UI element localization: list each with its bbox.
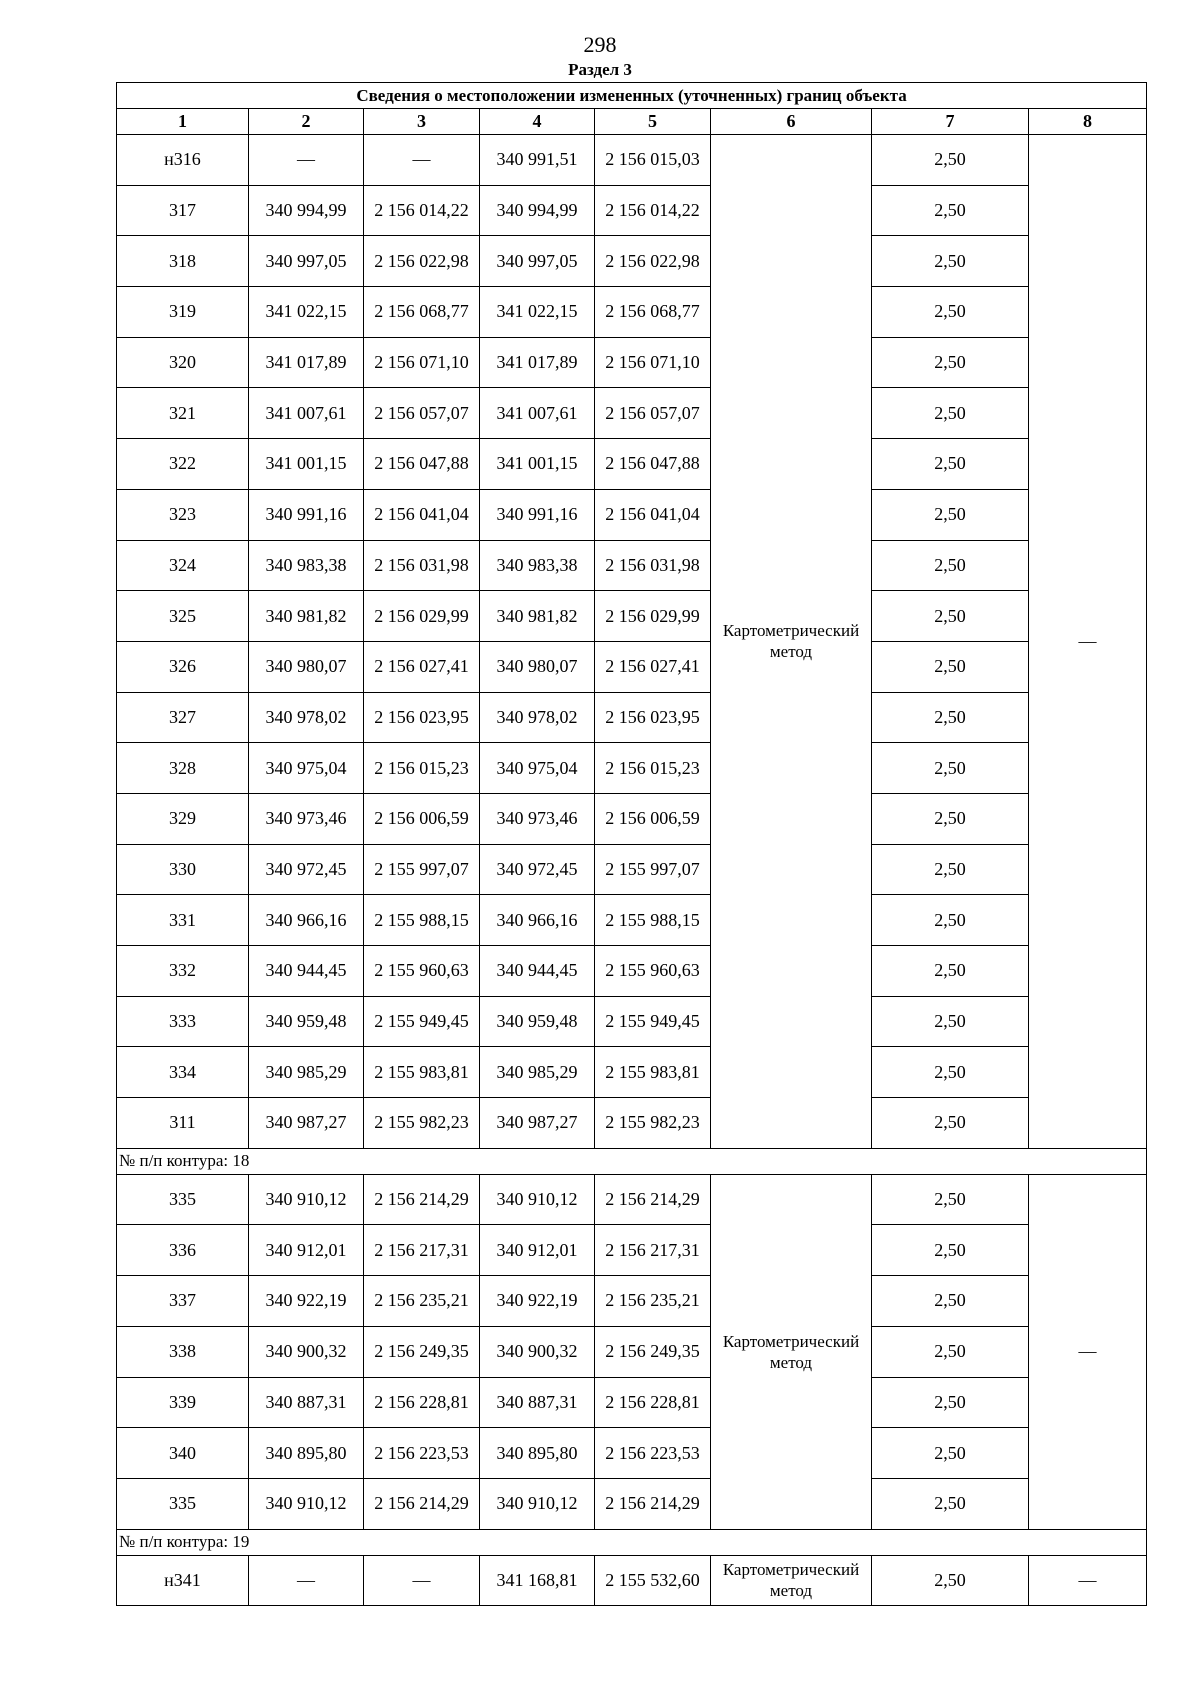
new-y-cell: 2 155 960,63 [595,946,711,997]
accuracy-cell: 2,50 [872,1428,1029,1479]
new-y-cell: 2 156 006,59 [595,793,711,844]
point-id-cell: 321 [117,388,249,439]
accuracy-cell: 2,50 [872,692,1029,743]
column-number: 8 [1029,109,1147,135]
accuracy-cell: 2,50 [872,489,1029,540]
new-y-cell: 2 156 031,98 [595,540,711,591]
point-id-cell: 340 [117,1428,249,1479]
contour-label [117,1529,1147,1555]
accuracy-cell: 2,50 [872,895,1029,946]
old-y-cell: 2 155 982,23 [364,1098,480,1149]
new-x-cell: 340 980,07 [480,641,595,692]
table-row [117,1174,1147,1225]
new-y-cell: 2 156 057,07 [595,388,711,439]
new-x-cell: 340 922,19 [480,1276,595,1327]
old-y-cell: 2 156 015,23 [364,743,480,794]
contour-label-prefix: № п/п контура: [119,1532,233,1552]
accuracy-cell: 2,50 [872,388,1029,439]
new-x-cell: 340 944,45 [480,946,595,997]
table-row [117,489,1147,540]
point-id-cell: 322 [117,439,249,490]
old-y-cell: 2 156 014,22 [364,185,480,236]
point-id-cell: 332 [117,946,249,997]
old-y-cell: — [364,135,480,186]
section-title: Раздел 3 [568,60,632,79]
point-id-cell: 317 [117,185,249,236]
new-x-cell: 340 991,51 [480,135,595,186]
new-x-cell: 340 985,29 [480,1047,595,1098]
new-y-cell: 2 156 249,35 [595,1326,711,1377]
old-x-cell: 340 910,12 [249,1174,364,1225]
table-body [117,83,1147,1606]
accuracy-cell: 2,50 [872,135,1029,186]
old-y-cell: 2 156 023,95 [364,692,480,743]
description-cell: — [1029,1174,1147,1529]
old-x-cell: 340 912,01 [249,1225,364,1276]
old-y-cell: 2 155 983,81 [364,1047,480,1098]
old-x-cell: 340 944,45 [249,946,364,997]
old-y-cell: 2 156 029,99 [364,591,480,642]
table-row [117,1225,1147,1276]
old-x-cell: 340 985,29 [249,1047,364,1098]
column-number: 5 [595,109,711,135]
accuracy-cell: 2,50 [872,793,1029,844]
accuracy-cell: 2,50 [872,236,1029,287]
new-x-cell: 340 910,12 [480,1174,595,1225]
point-id-cell: 323 [117,489,249,540]
method-cell: Картометрический метод [711,1555,872,1606]
point-id-cell: н341 [117,1555,249,1606]
table-row [117,540,1147,591]
point-id-cell: 335 [117,1478,249,1529]
accuracy-cell: 2,50 [872,946,1029,997]
new-x-cell: 341 017,89 [480,337,595,388]
table-row [117,1478,1147,1529]
accuracy-cell: 2,50 [872,185,1029,236]
boundary-table [116,82,1147,1606]
new-x-cell: 340 994,99 [480,185,595,236]
new-y-cell: 2 156 041,04 [595,489,711,540]
accuracy-cell: 2,50 [872,337,1029,388]
new-x-cell: 341 022,15 [480,287,595,338]
old-y-cell: 2 156 031,98 [364,540,480,591]
point-id-cell: 336 [117,1225,249,1276]
new-x-cell: 340 997,05 [480,236,595,287]
old-x-cell: 341 017,89 [249,337,364,388]
new-x-cell: 340 978,02 [480,692,595,743]
old-y-cell: — [364,1555,480,1606]
table-row [117,743,1147,794]
accuracy-cell: 2,50 [872,1225,1029,1276]
new-y-cell: 2 155 982,23 [595,1098,711,1149]
table-row [117,895,1147,946]
old-x-cell: 341 007,61 [249,388,364,439]
new-x-cell: 340 910,12 [480,1478,595,1529]
new-x-cell: 340 972,45 [480,844,595,895]
point-id-cell: 331 [117,895,249,946]
new-y-cell: 2 155 949,45 [595,996,711,1047]
contour-number: 18 [232,1151,250,1171]
table-title: Сведения о местоположении измененных (уточненных) границ объекта [117,83,1147,109]
page-number: 298 [583,32,617,57]
point-id-cell: 311 [117,1098,249,1149]
new-y-cell: 2 155 532,60 [595,1555,711,1606]
new-y-cell: 2 156 027,41 [595,641,711,692]
new-y-cell: 2 156 214,29 [595,1174,711,1225]
column-number: 2 [249,109,364,135]
table-row [117,1098,1147,1149]
table-row [117,1276,1147,1327]
old-y-cell: 2 156 041,04 [364,489,480,540]
new-y-cell: 2 155 983,81 [595,1047,711,1098]
new-x-cell: 341 007,61 [480,388,595,439]
table-row [117,337,1147,388]
point-id-cell: 333 [117,996,249,1047]
old-x-cell: 340 973,46 [249,793,364,844]
accuracy-cell: 2,50 [872,591,1029,642]
old-x-cell: 340 895,80 [249,1428,364,1479]
old-x-cell: 340 978,02 [249,692,364,743]
old-x-cell: 340 991,16 [249,489,364,540]
table-row [117,1428,1147,1479]
table-row [117,185,1147,236]
new-y-cell: 2 156 235,21 [595,1276,711,1327]
new-y-cell: 2 156 217,31 [595,1225,711,1276]
old-y-cell: 2 155 960,63 [364,946,480,997]
old-y-cell: 2 156 214,29 [364,1478,480,1529]
column-number: 1 [117,109,249,135]
accuracy-cell: 2,50 [872,1098,1029,1149]
table-row [117,641,1147,692]
point-id-cell: 320 [117,337,249,388]
old-x-cell: 340 997,05 [249,236,364,287]
new-y-cell: 2 156 029,99 [595,591,711,642]
table-row [117,844,1147,895]
old-x-cell: 340 987,27 [249,1098,364,1149]
old-y-cell: 2 156 057,07 [364,388,480,439]
point-id-cell: 335 [117,1174,249,1225]
new-y-cell: 2 156 015,03 [595,135,711,186]
new-y-cell: 2 156 047,88 [595,439,711,490]
new-x-cell: 341 168,81 [480,1555,595,1606]
old-x-cell: 340 972,45 [249,844,364,895]
old-y-cell: 2 155 997,07 [364,844,480,895]
accuracy-cell: 2,50 [872,1174,1029,1225]
point-id-cell: 319 [117,287,249,338]
old-y-cell: 2 156 047,88 [364,439,480,490]
new-x-cell: 341 001,15 [480,439,595,490]
column-number: 3 [364,109,480,135]
table-row [117,135,1147,186]
table-row [117,388,1147,439]
point-id-cell: 338 [117,1326,249,1377]
point-id-cell: 324 [117,540,249,591]
contour-number: 19 [232,1532,250,1552]
point-id-cell: 330 [117,844,249,895]
old-y-cell: 2 156 022,98 [364,236,480,287]
table-row [117,946,1147,997]
old-y-cell: 2 156 228,81 [364,1377,480,1428]
old-x-cell: 340 975,04 [249,743,364,794]
table-row [117,1555,1147,1606]
table-row [117,439,1147,490]
contour-row [117,1148,1147,1174]
point-id-cell: 328 [117,743,249,794]
old-x-cell: 341 022,15 [249,287,364,338]
new-y-cell: 2 155 988,15 [595,895,711,946]
point-id-cell: 339 [117,1377,249,1428]
new-x-cell: 340 966,16 [480,895,595,946]
table-row [117,1326,1147,1377]
table-row [117,591,1147,642]
accuracy-cell: 2,50 [872,1478,1029,1529]
column-number-row [117,109,1147,135]
new-x-cell: 340 991,16 [480,489,595,540]
old-y-cell: 2 156 217,31 [364,1225,480,1276]
old-x-cell: — [249,135,364,186]
new-x-cell: 340 981,82 [480,591,595,642]
new-x-cell: 340 959,48 [480,996,595,1047]
column-number: 6 [711,109,872,135]
old-x-cell: 340 983,38 [249,540,364,591]
accuracy-cell: 2,50 [872,1276,1029,1327]
new-x-cell: 340 983,38 [480,540,595,591]
point-id-cell: 329 [117,793,249,844]
table-row [117,692,1147,743]
old-x-cell: 341 001,15 [249,439,364,490]
accuracy-cell: 2,50 [872,1326,1029,1377]
new-y-cell: 2 156 071,10 [595,337,711,388]
point-id-cell: 327 [117,692,249,743]
old-y-cell: 2 156 071,10 [364,337,480,388]
old-y-cell: 2 156 006,59 [364,793,480,844]
new-y-cell: 2 155 997,07 [595,844,711,895]
new-x-cell: 340 975,04 [480,743,595,794]
new-y-cell: 2 156 068,77 [595,287,711,338]
old-x-cell: 340 980,07 [249,641,364,692]
new-y-cell: 2 156 214,29 [595,1478,711,1529]
old-x-cell: 340 887,31 [249,1377,364,1428]
accuracy-cell: 2,50 [872,1377,1029,1428]
old-x-cell: 340 910,12 [249,1478,364,1529]
old-y-cell: 2 156 027,41 [364,641,480,692]
old-y-cell: 2 155 988,15 [364,895,480,946]
old-x-cell: 340 900,32 [249,1326,364,1377]
method-cell: Картометрический метод [711,135,872,1149]
old-x-cell: 340 966,16 [249,895,364,946]
old-y-cell: 2 155 949,45 [364,996,480,1047]
accuracy-cell: 2,50 [872,844,1029,895]
old-x-cell: 340 994,99 [249,185,364,236]
table-row [117,793,1147,844]
new-y-cell: 2 156 228,81 [595,1377,711,1428]
new-y-cell: 2 156 023,95 [595,692,711,743]
contour-row [117,1529,1147,1555]
new-y-cell: 2 156 015,23 [595,743,711,794]
old-y-cell: 2 156 249,35 [364,1326,480,1377]
point-id-cell: 326 [117,641,249,692]
old-y-cell: 2 156 223,53 [364,1428,480,1479]
old-y-cell: 2 156 068,77 [364,287,480,338]
table-row [117,236,1147,287]
accuracy-cell: 2,50 [872,1555,1029,1606]
table-row [117,996,1147,1047]
accuracy-cell: 2,50 [872,1047,1029,1098]
accuracy-cell: 2,50 [872,439,1029,490]
new-x-cell: 340 973,46 [480,793,595,844]
column-number: 4 [480,109,595,135]
point-id-cell: н316 [117,135,249,186]
column-number: 7 [872,109,1029,135]
contour-label-prefix: № п/п контура: [119,1151,233,1171]
new-x-cell: 340 887,31 [480,1377,595,1428]
old-x-cell: 340 959,48 [249,996,364,1047]
accuracy-cell: 2,50 [872,641,1029,692]
old-x-cell: 340 981,82 [249,591,364,642]
point-id-cell: 318 [117,236,249,287]
new-y-cell: 2 156 014,22 [595,185,711,236]
old-x-cell: — [249,1555,364,1606]
old-y-cell: 2 156 214,29 [364,1174,480,1225]
contour-label [117,1148,1147,1174]
new-x-cell: 340 987,27 [480,1098,595,1149]
new-x-cell: 340 895,80 [480,1428,595,1479]
new-x-cell: 340 900,32 [480,1326,595,1377]
description-cell: — [1029,1555,1147,1606]
accuracy-cell: 2,50 [872,287,1029,338]
table-row [117,287,1147,338]
method-cell: Картометрический метод [711,1174,872,1529]
accuracy-cell: 2,50 [872,996,1029,1047]
table-row [117,1047,1147,1098]
new-x-cell: 340 912,01 [480,1225,595,1276]
old-x-cell: 340 922,19 [249,1276,364,1327]
point-id-cell: 337 [117,1276,249,1327]
new-y-cell: 2 156 022,98 [595,236,711,287]
accuracy-cell: 2,50 [872,540,1029,591]
description-cell: — [1029,135,1147,1149]
table-title-row [117,83,1147,109]
old-y-cell: 2 156 235,21 [364,1276,480,1327]
new-y-cell: 2 156 223,53 [595,1428,711,1479]
point-id-cell: 334 [117,1047,249,1098]
accuracy-cell: 2,50 [872,743,1029,794]
table-row [117,1377,1147,1428]
point-id-cell: 325 [117,591,249,642]
